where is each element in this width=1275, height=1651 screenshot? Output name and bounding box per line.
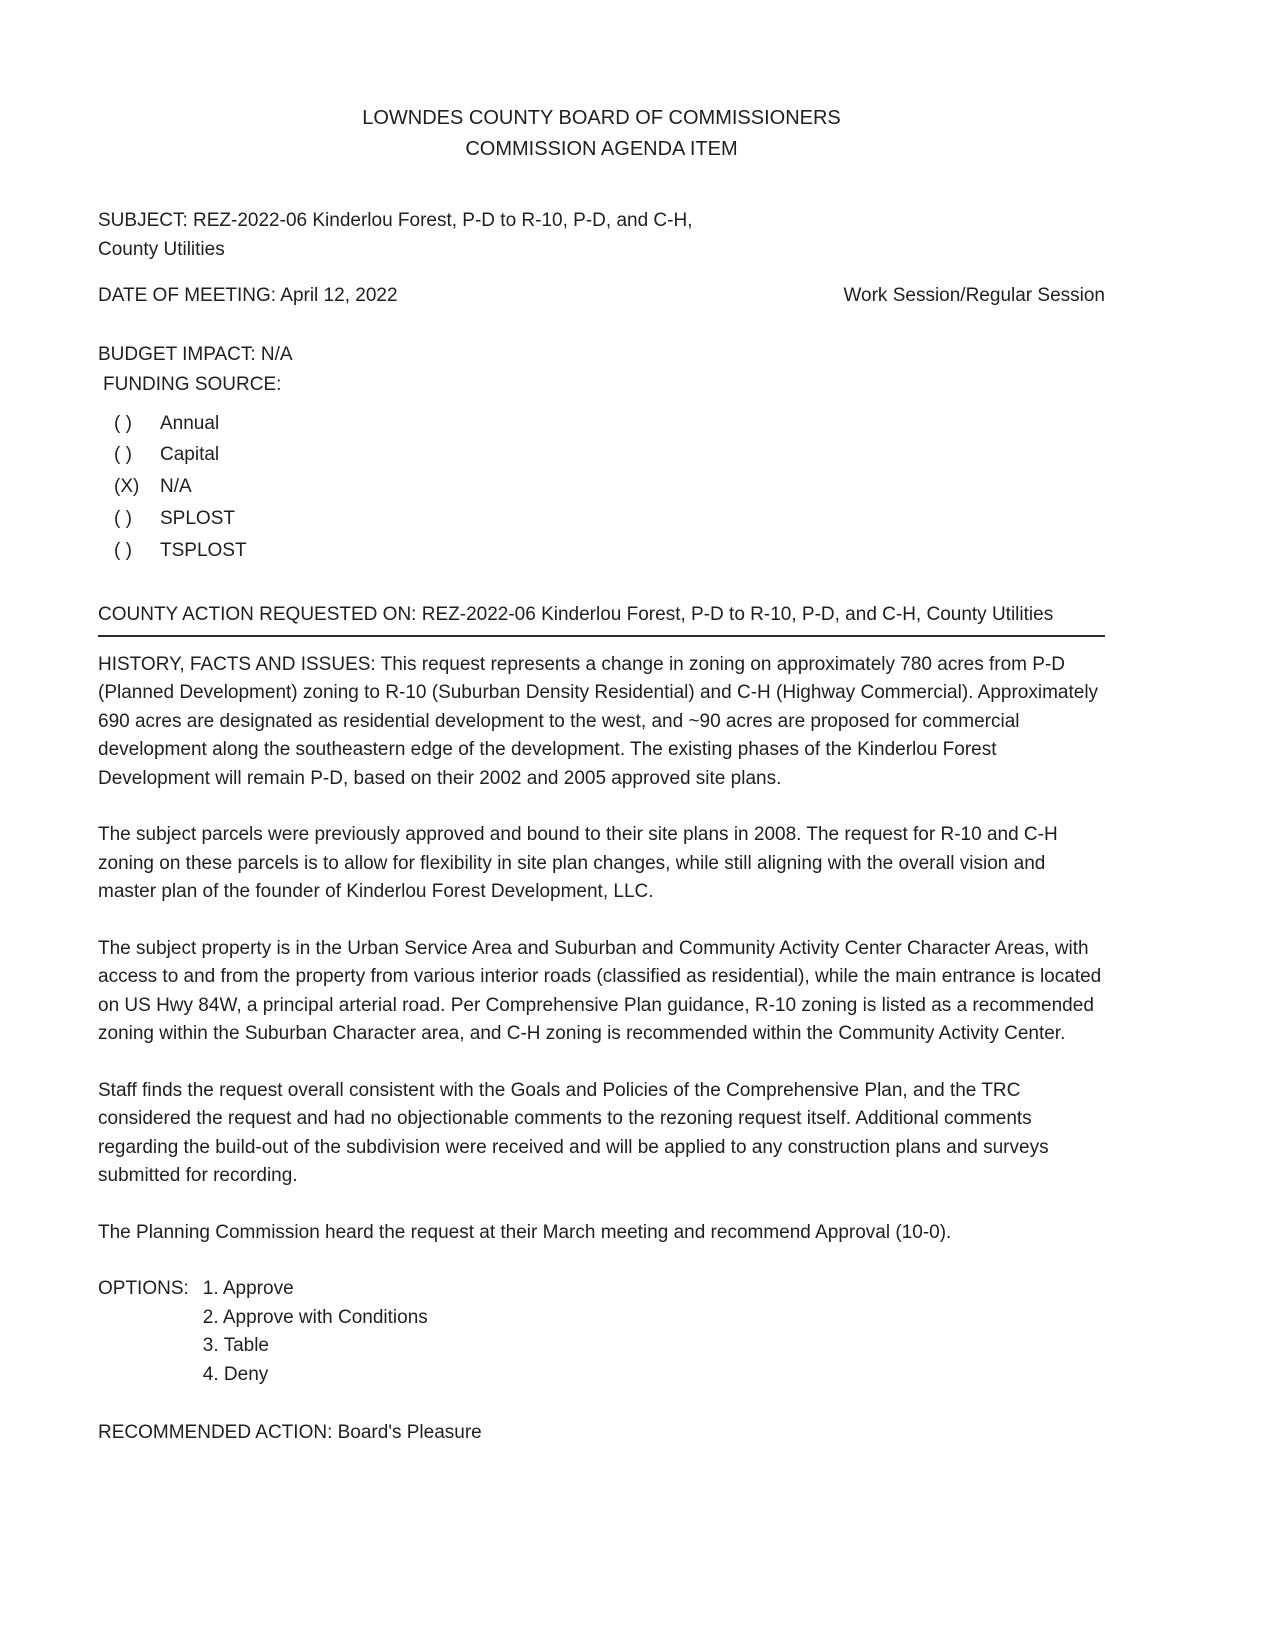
- subject-line1: SUBJECT: REZ-2022-06 Kinderlou Forest, P-D to R-10, P-D, and C-H,: [98, 210, 693, 231]
- checkbox-mark: ( ): [114, 412, 132, 434]
- option-approve: 1. Approve: [202, 1278, 294, 1300]
- budget-impact: BUDGET IMPACT: N/A: [98, 343, 293, 365]
- meeting-row: [98, 282, 1105, 311]
- options-block: [98, 1275, 1105, 1389]
- option-approve-with-conditions: 2. Approve with Conditions: [202, 1306, 428, 1328]
- checkbox-mark: ( ): [114, 444, 132, 466]
- session-type: Work Session/Regular Session: [843, 285, 1105, 306]
- funding-option-annual: [114, 408, 1105, 440]
- recommended-action-line: RECOMMENDED ACTION: Board's Pleasure: [98, 1422, 482, 1444]
- county-action-line: COUNTY ACTION REQUESTED ON: REZ-2022-06 Kinderlou Forest, P-D to R-10, P-D, and C-H, County Utilities: [98, 601, 1105, 637]
- funding-option-tsplost: [114, 535, 1105, 567]
- funding-option-splost: [114, 503, 1105, 535]
- date-of-meeting: DATE OF MEETING: April 12, 2022: [98, 285, 398, 306]
- funding-option-label: SPLOST: [160, 508, 235, 530]
- document-title-line2: COMMISSION AGENDA ITEM: [465, 138, 738, 160]
- funding-option-capital: [114, 439, 1105, 471]
- funding-source-label: FUNDING SOURCE:: [103, 374, 282, 395]
- funding-option-label: Capital: [160, 444, 220, 466]
- funding-option-na: [114, 471, 1105, 503]
- funding-source-list: [98, 408, 1105, 568]
- checkbox-mark-checked: (X): [114, 476, 140, 498]
- subject-parcels-paragraph: The subject parcels were previously approved and bound to their site plans in 2008. The request for R-10 and C-H zoning on these parcels is to allow for flexibility in site plan changes, while still aligning with the overall vision and master plan of the founder of Kinderlou Forest Development, LLC.: [98, 824, 1058, 903]
- option-table: 3. Table: [202, 1335, 269, 1357]
- options-list: [203, 1275, 428, 1389]
- staff-findings-paragraph: Staff finds the request overall consistent with the Goals and Policies of the Comprehensive Plan, and the TRC considered the request and had no objectionable comments to the rezoning request itself. Additional comments regarding the build-out of the subdivision were received and will be applied to any construction plans and surveys submitted for recording.: [98, 1079, 1049, 1187]
- options-label: OPTIONS:: [98, 1278, 189, 1300]
- history-facts-paragraph: HISTORY, FACTS AND ISSUES: This request represents a change in zoning on approximately 780 acres from P-D (Planned Development) zoning to R-10 (Suburban Density Residential) and C-H (Highway Commercial). Approximately 690 acres are designated as residential development to the west, and ~90 acres are proposed for commercial development along the southeastern edge of the development. The existing phases of the Kinderlou Forest Development will remain P-D, based on their 2002 and 2005 approved site plans.: [98, 653, 1099, 789]
- document-title: [98, 103, 1105, 165]
- document-title-line1: LOWNDES COUNTY BOARD OF COMMISSIONERS: [362, 107, 841, 129]
- checkbox-mark: ( ): [114, 508, 132, 530]
- subject-line2: County Utilities: [98, 238, 225, 260]
- subject-block: [98, 207, 1105, 264]
- funding-option-label: N/A: [160, 476, 192, 498]
- funding-option-label: Annual: [160, 412, 220, 434]
- funding-option-label: TSPLOST: [160, 540, 247, 562]
- checkbox-mark: ( ): [114, 540, 132, 562]
- option-deny: 4. Deny: [202, 1363, 269, 1385]
- subject-property-paragraph: The subject property is in the Urban Service Area and Suburban and Community Activity Center Character Areas, with access to and from the property from various interior roads (classified as residential), while the main entrance is located on US Hwy 84W, a principal arterial road. Per Comprehensive Plan guidance, R-10 zoning is listed as a recommended zoning within the Suburban Character area, and C-H zoning is recommended within the Community Activity Center.: [98, 937, 1102, 1045]
- planning-commission-paragraph: The Planning Commission heard the request at their March meeting and recommend Approval (10-0).: [98, 1221, 952, 1243]
